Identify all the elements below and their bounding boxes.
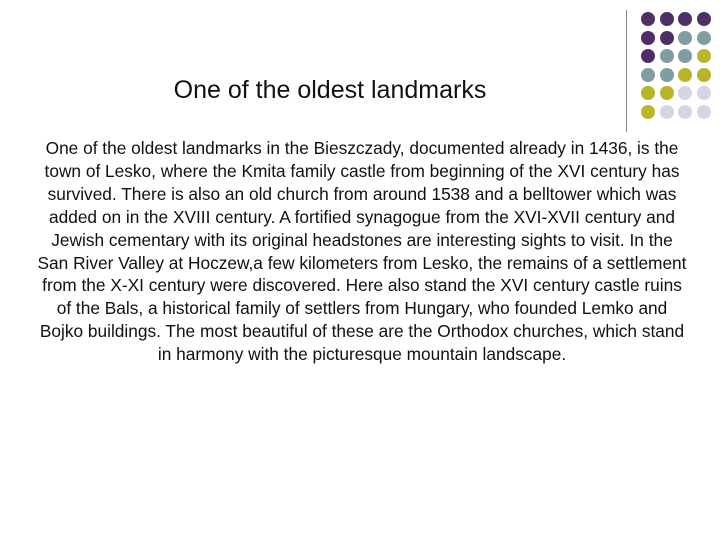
decorative-dot [697,49,711,63]
decorative-dot [660,31,674,45]
decorative-dot [641,12,655,26]
decorative-dot [678,12,692,26]
decorative-dot [678,86,692,100]
decorative-dot [697,68,711,82]
decorative-dot [678,105,692,119]
slide-title: One of the oldest landmarks [173,76,487,104]
decorative-dot [697,12,711,26]
decorative-dot [641,49,655,63]
decorative-dot [697,86,711,100]
decorative-vertical-line [626,10,627,132]
decorative-dot [641,86,655,100]
decorative-dot [641,68,655,82]
decorative-dot [697,31,711,45]
decorative-dot [678,68,692,82]
decorative-dot [641,105,655,119]
decorative-dot [697,105,711,119]
decorative-dot [678,31,692,45]
slide-body-text: One of the oldest landmarks in the Bieszczady, documented already in 1436, is the town of Lesko, where the Kmita family castle from beginning of the XVI century has survived. There is also an old church from around 1538 and a belltower which was added on in the XVIII century. A fortified synagogue from the XVI-XVII century and Jewish cementary with its original headstones are interesting sights to visit. In the San River Valley at Hoczew,a few kilometers from Lesko, the remains of a settlement from the X-XI century were discovered. Here also stand the XVI century castle ruins of the Bals, a historical family of settlers from Hungary, who founded Lemko and Bojko buildings. The most beautiful of these are the Orthodox churches, which stand in harmony with the picturesque mountain landscape. [37,138,687,365]
decorative-dot [660,105,674,119]
decorative-dot [660,68,674,82]
decorative-dot [641,31,655,45]
decorative-dot [660,12,674,26]
decorative-dot [678,49,692,63]
decorative-dot-grid [0,0,720,130]
decorative-dot [660,49,674,63]
decorative-dot [660,86,674,100]
